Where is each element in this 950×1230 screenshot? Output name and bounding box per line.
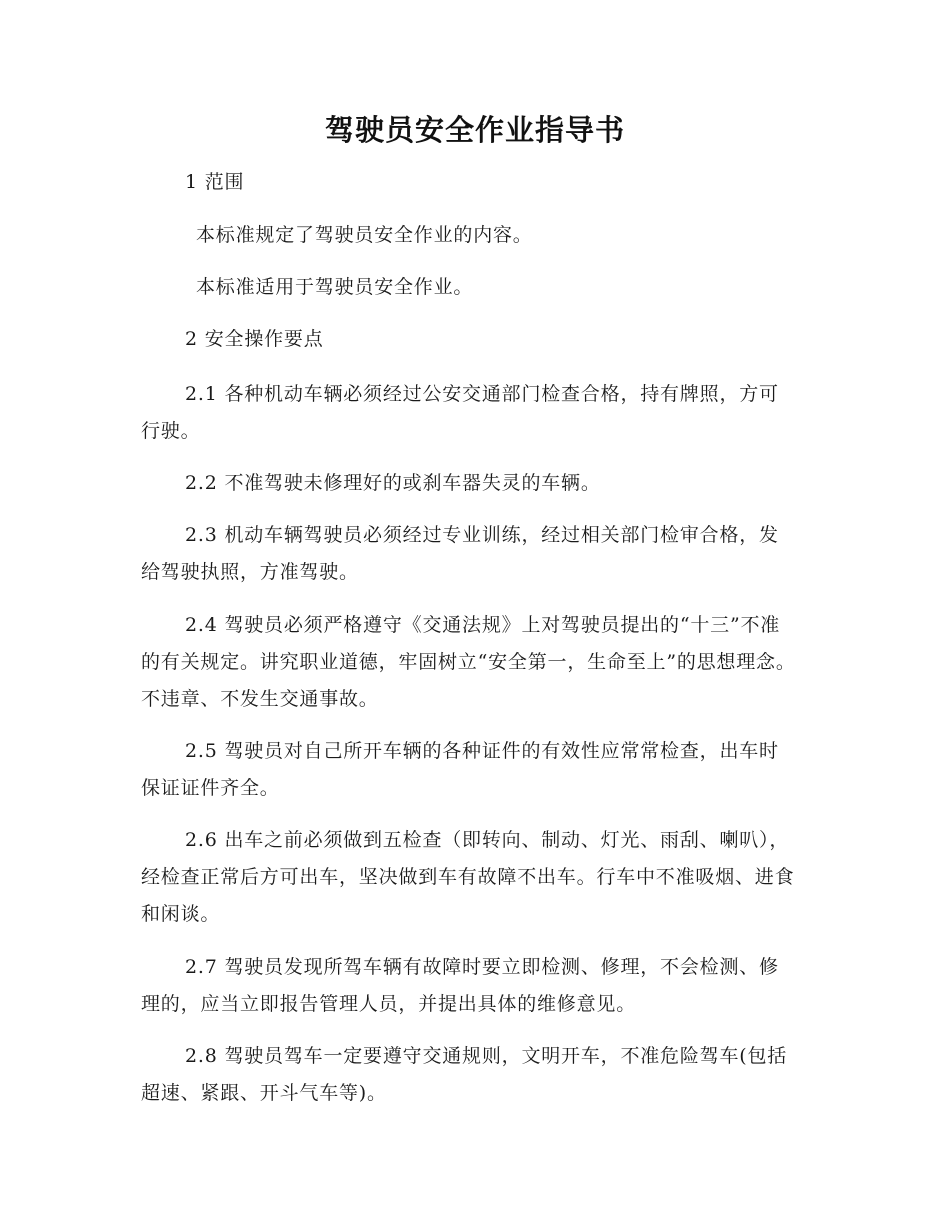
paragraph-2-2: 2.2 不准驾驶未修理好的或刹车器失灵的车辆。 xyxy=(185,472,601,494)
paragraph-2-6: 2.6 出车之前必须做到五检查（即转向、制动、灯光、雨刮、喇叭），经检查正常后方可出车，坚决做到车有故障不出车。行车中不准吸烟、进食和闲谈。 xyxy=(141,829,795,925)
paragraph-2-3: 2.3 机动车辆驾驶员必须经过专业训练，经过相关部门检审合格，发给驾驶执照，方准驾驶。 xyxy=(141,524,779,583)
paragraph-2-5: 2.5 驾驶员对自己所开车辆的各种证件的有效性应常常检查，出车时保证证件齐全。 xyxy=(141,740,779,799)
document-title: 驾驶员安全作业指导书 xyxy=(324,113,625,147)
paragraph-2-1: 2.1 各种机动车辆必须经过公安交通部门检查合格，持有牌照，方可行驶。 xyxy=(141,383,779,442)
section-heading-scope: 1 范围 xyxy=(185,171,245,193)
paragraph-2-4: 2.4 驾驶员必须严格遵守《交通法规》上对驾驶员提出的“十三”不准的有关规定。讲究职业道德，牢固树立“安全第一，生命至上”的思想理念。不违章、不发生交通事故。 xyxy=(141,614,796,710)
paragraph-scope-applicability: 本标准适用于驾驶员安全作业。 xyxy=(196,276,474,298)
paragraph-2-7: 2.7 驾驶员发现所驾车辆有故障时要立即检测、修理，不会检测、修理的，应当立即报告管理人员，并提出具体的维修意见。 xyxy=(141,956,779,1015)
paragraph-scope-content: 本标准规定了驾驶员安全作业的内容。 xyxy=(196,224,533,246)
paragraph-2-8: 2.8 驾驶员驾车一定要遵守交通规则，文明开车，不准危险驾车(包括超速、紧跟、开斗气车等)。 xyxy=(141,1045,788,1104)
section-heading-operation: 2 安全操作要点 xyxy=(185,328,324,350)
